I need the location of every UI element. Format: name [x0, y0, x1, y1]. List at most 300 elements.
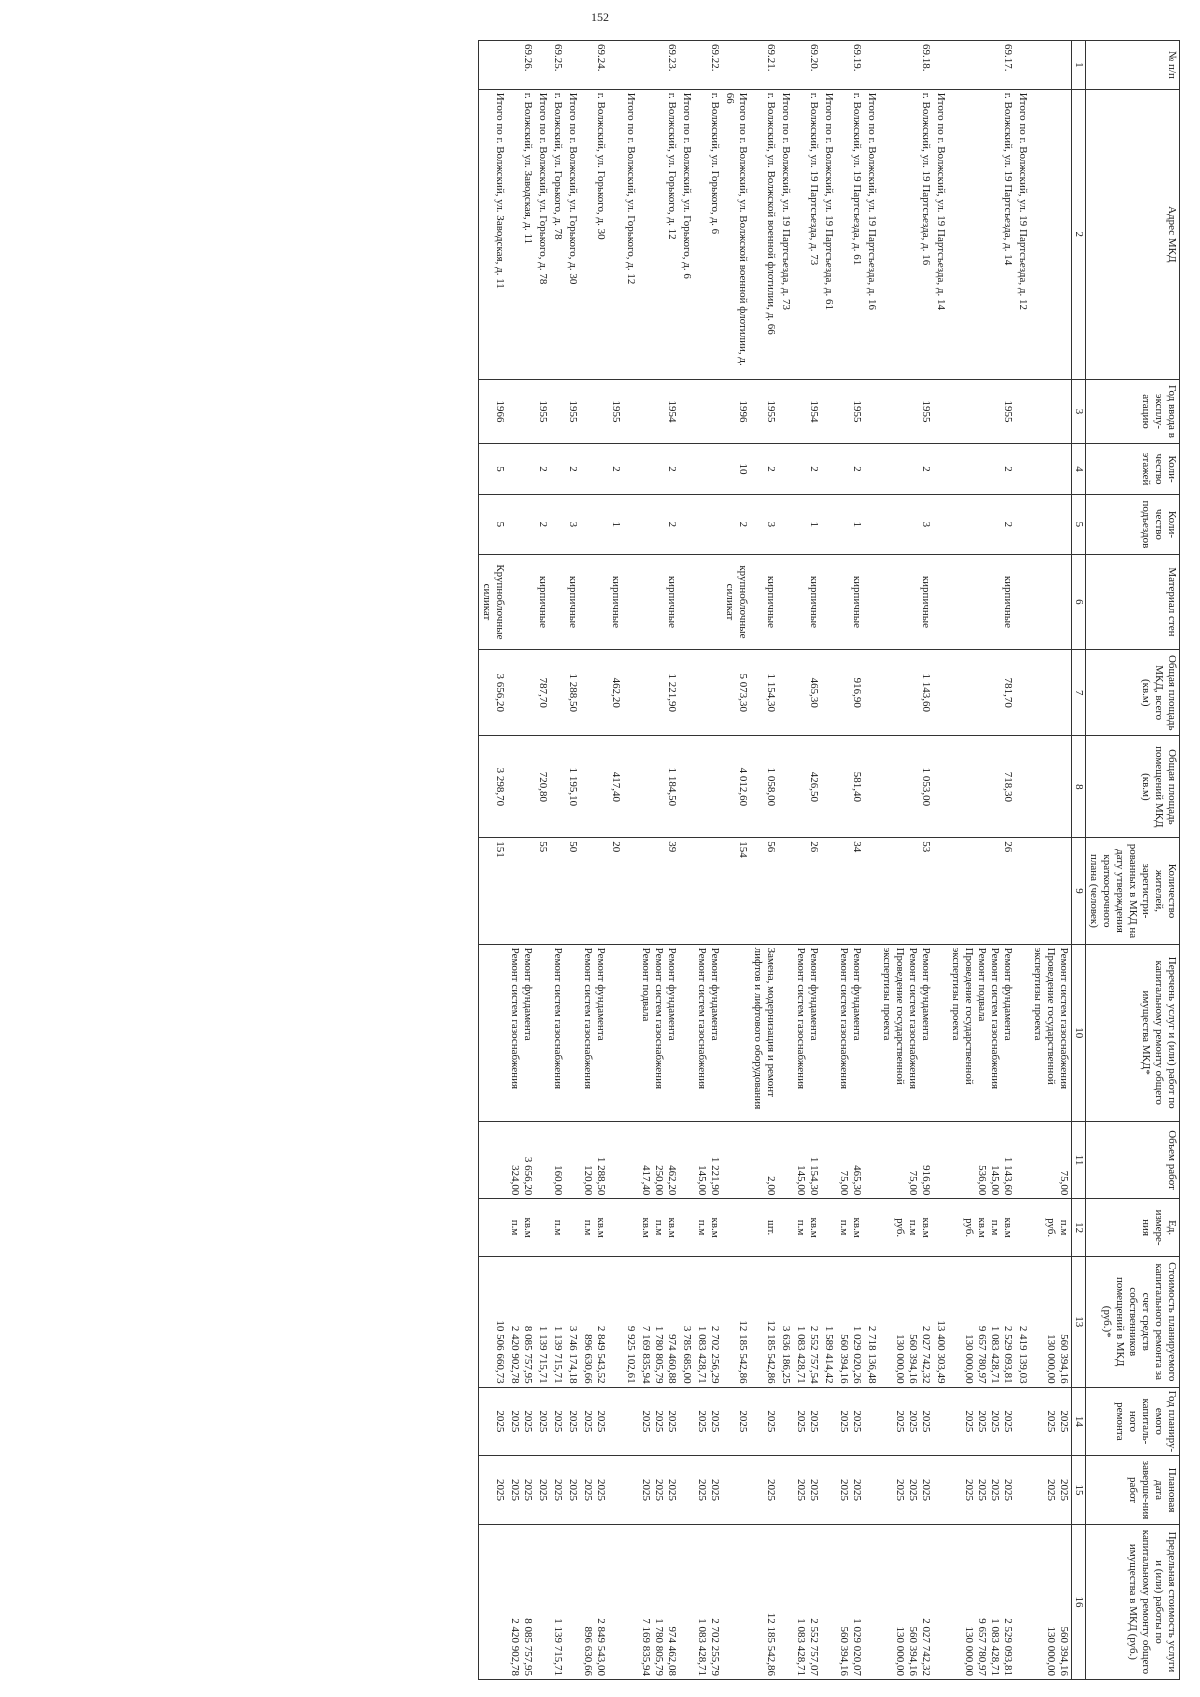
completion-date-cell-line: 2025 — [537, 1479, 549, 1502]
cost-cell — [778, 1256, 793, 1387]
repair-year-cell — [679, 1387, 694, 1456]
address-cell: г. Волжский, ул. Горького, д. 78 — [550, 89, 565, 379]
residents-cell — [821, 838, 836, 944]
total-area-cell: 1 288,50 — [565, 650, 580, 736]
volume-cell — [565, 1121, 580, 1199]
works-cell — [864, 944, 879, 1121]
total-area-cell — [623, 650, 638, 736]
repair-year-cell-line: 2025 — [963, 1410, 975, 1433]
unit-cell — [836, 1199, 864, 1257]
column-number: 12 — [1072, 1199, 1086, 1257]
volume-cell — [722, 1121, 750, 1199]
works-cell-line: Ремонт систем газоснабжения — [696, 947, 708, 1090]
unit-cell — [565, 1199, 580, 1257]
completion-date-cell — [948, 1456, 1015, 1525]
works-cell — [879, 944, 933, 1121]
year-cell — [864, 379, 879, 443]
year-cell — [507, 379, 535, 443]
cost-cell-line: 2 718 136,48 — [866, 1325, 878, 1384]
completion-date-cell — [1030, 1456, 1072, 1525]
cost-cell-line: 9 925 102,61 — [625, 1325, 637, 1384]
volume-cell-line: 120,00 — [582, 1165, 594, 1196]
unit-cell — [679, 1199, 694, 1257]
row-number — [778, 41, 793, 90]
repair-year-cell — [864, 1387, 879, 1456]
floors-cell: 2 — [879, 444, 933, 495]
works-cell — [535, 944, 550, 1121]
limit-cost-cell-line: 560 394,16 — [1058, 1626, 1070, 1676]
limit-cost-cell-line: 1 083 428,71 — [795, 1618, 807, 1676]
volume-cell-line: 3 656,20 — [522, 1156, 534, 1196]
entrances-cell: 2 — [638, 495, 679, 555]
floors-cell — [933, 444, 948, 495]
premises-area-cell — [623, 736, 638, 838]
floors-cell — [507, 444, 535, 495]
floors-cell: 5 — [479, 444, 508, 495]
repair-year-cell-line: 2025 — [653, 1410, 665, 1433]
cost-cell-line: 12 185 542,86 — [765, 1320, 777, 1384]
row-number: 69.19. — [836, 41, 864, 90]
completion-date-cell — [933, 1456, 948, 1525]
total-area-cell — [550, 650, 565, 736]
volume-cell-line: 145,00 — [989, 1165, 1001, 1196]
limit-cost-cell-line: 974 462,08 — [666, 1626, 678, 1676]
repair-year-cell — [550, 1387, 565, 1456]
residents-cell — [1015, 838, 1030, 944]
limit-cost-cell — [507, 1524, 535, 1679]
limit-cost-cell-line: 1 139 715,71 — [552, 1618, 564, 1676]
cost-cell-line: 9 657 780,97 — [976, 1325, 988, 1384]
total-row — [933, 41, 948, 1680]
total-row — [778, 41, 793, 1680]
cost-cell — [793, 1256, 821, 1387]
floors-cell — [694, 444, 722, 495]
cost-cell — [580, 1256, 608, 1387]
completion-date-cell-line: 2025 — [851, 1479, 863, 1502]
repair-year-cell-line: 2025 — [1045, 1410, 1057, 1433]
works-cell — [836, 944, 864, 1121]
limit-cost-cell — [948, 1524, 1015, 1679]
works-cell — [750, 944, 778, 1121]
completion-date-cell-line: 2025 — [976, 1479, 988, 1502]
works-cell-line: Ремонт подвала — [640, 947, 652, 1022]
repair-year-cell — [778, 1387, 793, 1456]
year-cell: 1955 — [750, 379, 778, 443]
repair-year-cell-line: 2025 — [920, 1410, 932, 1433]
floors-cell: 2 — [836, 444, 864, 495]
floors-cell: 10 — [722, 444, 750, 495]
unit-cell-line: п.м — [838, 1219, 850, 1236]
address-cell: г. Волжский, ул. Заводская, д. 11 — [507, 89, 535, 379]
works-cell — [623, 944, 638, 1121]
wall-material-cell — [694, 554, 722, 649]
cost-cell-line: 1 139 715,71 — [537, 1325, 549, 1384]
table-row — [694, 41, 722, 1680]
column-number: 3 — [1072, 379, 1086, 443]
entrances-cell: 2 — [948, 495, 1015, 555]
unit-cell-line: кв.м — [709, 1217, 721, 1238]
row-number — [1030, 41, 1072, 90]
total-row — [679, 41, 694, 1680]
limit-cost-cell — [679, 1524, 694, 1679]
column-number: 9 — [1072, 838, 1086, 944]
works-cell — [1030, 944, 1072, 1121]
address-cell: г. Волжский, ул. 19 Партсъезда, д. 61 — [836, 89, 864, 379]
works-cell — [550, 944, 565, 1121]
row-number: 69.24. — [580, 41, 608, 90]
residents-cell: 39 — [638, 838, 679, 944]
table-row — [793, 41, 821, 1680]
limit-cost-cell — [1015, 1524, 1030, 1679]
limit-cost-cell — [565, 1524, 580, 1679]
address-cell: Итого по г. Волжский, ул. Горького, д. 6 — [679, 89, 694, 379]
premises-area-cell — [821, 736, 836, 838]
limit-cost-cell — [879, 1524, 933, 1679]
wall-material-cell — [1030, 554, 1072, 649]
volume-cell — [638, 1121, 679, 1199]
entrances-cell — [580, 495, 608, 555]
total-area-cell — [821, 650, 836, 736]
residents-cell: 34 — [836, 838, 864, 944]
unit-cell-line: кв.м — [640, 1217, 652, 1238]
limit-cost-cell — [750, 1524, 778, 1679]
completion-date-cell — [879, 1456, 933, 1525]
total-area-cell — [679, 650, 694, 736]
volume-cell-line: 916,90 — [920, 1165, 932, 1196]
address-cell: Итого по г. Волжский, ул. 19 Партсъезда, д. 14 — [933, 89, 948, 379]
limit-cost-cell-line: 1 083 428,71 — [696, 1618, 708, 1676]
works-cell-line: Ремонт систем газоснабжения — [907, 947, 919, 1090]
wall-material-cell — [679, 554, 694, 649]
column-number: 4 — [1072, 444, 1086, 495]
unit-cell-line: п.м — [989, 1219, 1001, 1236]
unit-cell-line: п.м — [696, 1219, 708, 1236]
premises-area-cell: 1 053,00 — [879, 736, 933, 838]
total-area-cell — [507, 650, 535, 736]
address-cell: Итого по г. Волжский, ул. Заводская, д. 11 — [479, 89, 508, 379]
premises-area-cell — [933, 736, 948, 838]
volume-cell-line: 462,20 — [666, 1165, 678, 1196]
repair-year-cell — [879, 1387, 933, 1456]
total-area-cell — [864, 650, 879, 736]
works-cell-line: Ремонт систем газоснабжения — [582, 947, 594, 1090]
wall-material-cell — [1015, 554, 1030, 649]
entrances-cell — [933, 495, 948, 555]
table-row — [580, 41, 608, 1680]
completion-date-cell-line: 2025 — [696, 1479, 708, 1502]
cost-cell — [623, 1256, 638, 1387]
column-number: 6 — [1072, 554, 1086, 649]
column-header: Количество жителей, зарегистри-рованных в МКД на дату утверждения краткосрочного плана (человек) — [1086, 838, 1180, 944]
unit-cell — [1030, 1199, 1072, 1257]
limit-cost-cell — [535, 1524, 550, 1679]
repair-year-cell — [1015, 1387, 1030, 1456]
entrances-cell — [550, 495, 565, 555]
address-cell: Итого по г. Волжский, ул. 19 Партсъезда, д. 73 — [778, 89, 793, 379]
year-cell: 1966 — [479, 379, 508, 443]
total-area-cell — [778, 650, 793, 736]
repair-year-cell — [948, 1387, 1015, 1456]
address-cell: г. Волжский, ул. Горького, д. 6 — [694, 89, 722, 379]
works-cell-line: Замена, модернизация и ремонт лифтов и лифтового оборудования — [752, 947, 777, 1110]
works-cell-line: Ремонт систем газоснабжения — [653, 947, 665, 1090]
year-cell: 1954 — [638, 379, 679, 443]
wall-material-cell — [778, 554, 793, 649]
repair-year-cell — [933, 1387, 948, 1456]
cost-cell — [948, 1256, 1015, 1387]
total-row — [1015, 41, 1030, 1680]
cost-cell — [694, 1256, 722, 1387]
unit-cell-line: п.м — [795, 1219, 807, 1236]
limit-cost-cell — [608, 1524, 623, 1679]
cost-cell-line: 1 139 715,71 — [552, 1325, 564, 1384]
wall-material-cell: кирпичные — [948, 554, 1015, 649]
repair-year-cell-line: 2025 — [522, 1410, 534, 1433]
volume-cell-line: 2,00 — [765, 1176, 777, 1196]
column-number: 16 — [1072, 1524, 1086, 1679]
repair-year-cell-line: 2025 — [666, 1410, 678, 1433]
works-cell — [608, 944, 623, 1121]
row-number — [821, 41, 836, 90]
completion-date-cell-line: 2025 — [1045, 1479, 1057, 1502]
residents-cell — [623, 838, 638, 944]
limit-cost-cell-line: 12 185 542,86 — [765, 1612, 777, 1676]
cost-cell-line: 130 000,00 — [894, 1334, 906, 1384]
residents-cell — [550, 838, 565, 944]
completion-date-cell-line: 2025 — [567, 1479, 579, 1502]
works-cell-line: Ремонт систем газоснабжения — [795, 947, 807, 1090]
year-cell: 1955 — [608, 379, 623, 443]
column-number: 1 — [1072, 41, 1086, 90]
completion-date-cell — [535, 1456, 550, 1525]
limit-cost-cell-line: 560 394,16 — [838, 1626, 850, 1676]
repair-year-cell — [750, 1387, 778, 1456]
completion-date-cell-line: 2025 — [989, 1479, 1001, 1502]
table-row — [836, 41, 864, 1680]
table-row — [608, 41, 623, 1680]
year-cell — [933, 379, 948, 443]
total-area-cell: 787,70 — [535, 650, 550, 736]
limit-cost-cell-line: 560 394,16 — [907, 1626, 919, 1676]
works-cell-line: Ремонт систем газоснабжения — [509, 947, 521, 1090]
year-cell: 1955 — [948, 379, 1015, 443]
year-cell: 1954 — [793, 379, 821, 443]
completion-date-cell-line: 2025 — [595, 1479, 607, 1502]
wall-material-cell: кирпичные — [565, 554, 580, 649]
volume-cell — [793, 1121, 821, 1199]
entrances-cell — [864, 495, 879, 555]
unit-cell-line: кв.м — [522, 1217, 534, 1238]
floors-cell — [821, 444, 836, 495]
unit-cell — [550, 1199, 565, 1257]
total-row — [821, 41, 836, 1680]
repair-year-cell — [638, 1387, 679, 1456]
cost-cell — [535, 1256, 550, 1387]
floors-cell: 2 — [608, 444, 623, 495]
cost-cell-line: 3 636 186,25 — [780, 1325, 792, 1384]
column-number: 15 — [1072, 1456, 1086, 1525]
limit-cost-cell-line: 130 000,00 — [894, 1626, 906, 1676]
works-cell-line: Ремонт систем газоснабжения — [1058, 947, 1070, 1090]
total-row — [623, 41, 638, 1680]
premises-area-cell — [507, 736, 535, 838]
unit-cell — [933, 1199, 948, 1257]
wall-material-cell: кирпичные — [608, 554, 623, 649]
residents-cell: 56 — [750, 838, 778, 944]
works-cell-line: Проведение государственной экспертизы проекта — [1032, 947, 1057, 1085]
limit-cost-cell — [933, 1524, 948, 1679]
entrances-cell: 2 — [535, 495, 550, 555]
year-cell: 1996 — [722, 379, 750, 443]
cost-cell-line: 560 394,16 — [907, 1334, 919, 1384]
works-cell — [679, 944, 694, 1121]
cost-cell — [479, 1256, 508, 1387]
completion-date-cell-line: 2025 — [552, 1479, 564, 1502]
completion-date-cell-line: 2025 — [640, 1479, 652, 1502]
capital-repair-table — [478, 40, 1180, 1680]
cost-cell-line: 1 780 805,79 — [653, 1325, 665, 1384]
completion-date-cell — [679, 1456, 694, 1525]
unit-cell-line: кв.м — [595, 1217, 607, 1238]
works-cell — [821, 944, 836, 1121]
cost-cell-line: 8 085 757,95 — [522, 1325, 534, 1384]
address-cell: г. Волжский, ул. 19 Партсъезда, д. 16 — [879, 89, 933, 379]
address-cell: Итого по г. Волжский, ул. Горького, д. 78 — [535, 89, 550, 379]
residents-cell — [580, 838, 608, 944]
column-header: Год планиру-емого капиталь-ного ремонта — [1086, 1387, 1180, 1456]
year-cell — [1030, 379, 1072, 443]
repair-year-cell — [580, 1387, 608, 1456]
wall-material-cell: Крупноблочные силикат — [479, 554, 508, 649]
cost-cell-line: 1 029 020,26 — [851, 1325, 863, 1384]
premises-area-cell: 417,40 — [608, 736, 623, 838]
unit-cell — [479, 1199, 508, 1257]
row-number: 69.17. — [948, 41, 1015, 90]
residents-cell — [864, 838, 879, 944]
volume-cell-line: 145,00 — [795, 1165, 807, 1196]
column-header: Стоимость планируемого капитального ремонта за счет средств собственников помещений в МКД (руб.)* — [1086, 1256, 1180, 1387]
floors-cell — [1015, 444, 1030, 495]
unit-cell — [750, 1199, 778, 1257]
limit-cost-cell-line: 2 529 093,81 — [1002, 1618, 1014, 1676]
works-cell-line: Ремонт систем газоснабжения — [838, 947, 850, 1090]
repair-year-cell-line: 2025 — [808, 1410, 820, 1433]
limit-cost-cell-line: 1 780 805,79 — [653, 1618, 665, 1676]
volume-cell — [879, 1121, 933, 1199]
repair-year-cell-line: 2025 — [838, 1410, 850, 1433]
repair-year-cell-line: 2025 — [737, 1410, 749, 1433]
completion-date-cell — [608, 1456, 623, 1525]
residents-cell: 53 — [879, 838, 933, 944]
premises-area-cell — [864, 736, 879, 838]
cost-cell-line: 130 000,00 — [963, 1334, 975, 1384]
entrances-cell: 1 — [793, 495, 821, 555]
cost-cell — [836, 1256, 864, 1387]
completion-date-cell — [550, 1456, 565, 1525]
works-cell-line: Ремонт фундамента — [920, 947, 932, 1041]
works-cell-line: Ремонт фундамента — [851, 947, 863, 1041]
limit-cost-cell-line: 2 552 757,07 — [808, 1618, 820, 1676]
column-header: Общая площадь помещений МКД (кв.м) — [1086, 736, 1180, 838]
repair-year-cell-line: 2025 — [976, 1410, 988, 1433]
cost-cell-line: 130 000,00 — [1045, 1334, 1057, 1384]
unit-cell — [778, 1199, 793, 1257]
row-number: 69.20. — [793, 41, 821, 90]
wall-material-cell: кирпичные — [750, 554, 778, 649]
completion-date-cell-line: 2025 — [920, 1479, 932, 1502]
works-cell — [933, 944, 948, 1121]
wall-material-cell: кирпичные — [638, 554, 679, 649]
total-area-cell — [933, 650, 948, 736]
works-cell — [793, 944, 821, 1121]
completion-date-cell — [836, 1456, 864, 1525]
total-area-cell — [694, 650, 722, 736]
unit-cell-line: кв.м — [666, 1217, 678, 1238]
volume-cell — [948, 1121, 1015, 1199]
works-cell-line: Ремонт фундамента — [595, 947, 607, 1041]
volume-cell — [750, 1121, 778, 1199]
address-cell: г. Волжский, ул. 19 Партсъезда, д. 73 — [793, 89, 821, 379]
year-cell — [679, 379, 694, 443]
wall-material-cell — [821, 554, 836, 649]
limit-cost-cell — [479, 1524, 508, 1679]
volume-cell-line: 75,00 — [1058, 1170, 1070, 1196]
table-body — [478, 41, 1072, 1680]
works-cell-line: Ремонт систем газоснабжения — [989, 947, 1001, 1090]
volume-cell-line: 1 288,50 — [595, 1156, 607, 1196]
limit-cost-cell-line: 7 169 835,94 — [640, 1618, 652, 1676]
cost-cell — [679, 1256, 694, 1387]
limit-cost-cell — [580, 1524, 608, 1679]
unit-cell — [879, 1199, 933, 1257]
unit-cell-line: п.м — [582, 1219, 594, 1236]
completion-date-cell-line: 2025 — [963, 1479, 975, 1502]
wall-material-cell: кирпичные — [793, 554, 821, 649]
cost-cell-line: 13 400 303,49 — [935, 1320, 947, 1384]
address-cell: г. Волжский, ул. 19 Партсъезда, д. 14 — [948, 89, 1015, 379]
total-area-cell: 1 143,60 — [879, 650, 933, 736]
works-cell-line: Ремонт фундамента — [709, 947, 721, 1041]
cost-cell-line: 974 460,88 — [666, 1334, 678, 1384]
volume-cell-line: 75,00 — [838, 1170, 850, 1196]
volume-cell-line: 250,00 — [653, 1165, 665, 1196]
limit-cost-cell-line: 2 849 543,00 — [595, 1618, 607, 1676]
column-number: 5 — [1072, 495, 1086, 555]
floors-cell — [550, 444, 565, 495]
row-number — [679, 41, 694, 90]
limit-cost-cell-line: 2 702 255,79 — [709, 1618, 721, 1676]
cost-cell-line: 1 083 428,71 — [795, 1325, 807, 1384]
repair-year-cell-line: 2025 — [567, 1410, 579, 1433]
entrances-cell — [778, 495, 793, 555]
works-cell-line: Ремонт систем газоснабжения — [552, 947, 564, 1090]
volume-cell-line: 465,30 — [851, 1165, 863, 1196]
completion-date-cell-line: 2025 — [1058, 1479, 1070, 1502]
unit-cell — [608, 1199, 623, 1257]
total-row — [479, 41, 508, 1680]
premises-area-cell — [1015, 736, 1030, 838]
cost-cell-line: 560 394,16 — [838, 1334, 850, 1384]
cost-cell-line: 12 185 542,86 — [737, 1320, 749, 1384]
repair-year-cell-line: 2025 — [851, 1410, 863, 1433]
unit-cell-line: п.м — [653, 1219, 665, 1236]
row-number — [722, 41, 750, 90]
floors-cell — [778, 444, 793, 495]
premises-area-cell: 4 012,60 — [722, 736, 750, 838]
unit-cell-line: руб. — [894, 1218, 906, 1238]
limit-cost-cell — [550, 1524, 565, 1679]
limit-cost-cell-line: 1 083 428,71 — [989, 1618, 1001, 1676]
